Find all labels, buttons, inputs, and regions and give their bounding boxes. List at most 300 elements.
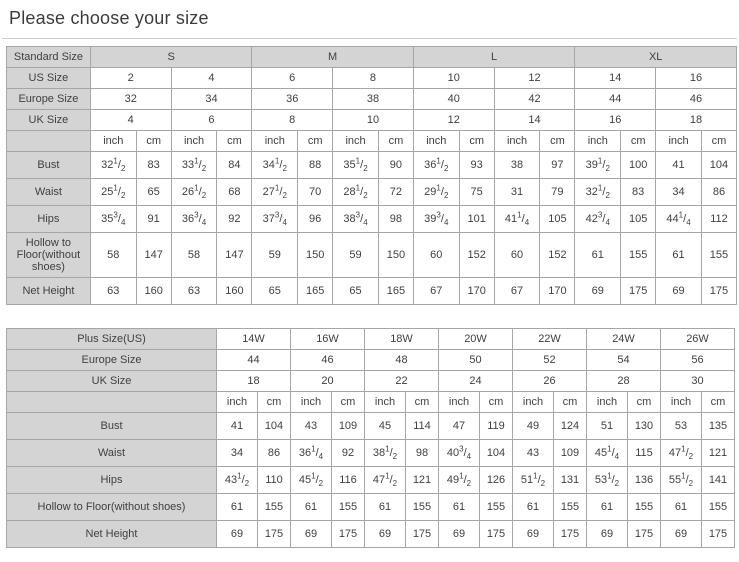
fraction-numerator: 1	[681, 471, 686, 481]
measurement-cell: $42^3/_4$	[575, 206, 621, 233]
measurement-cell: $27^1/_2$	[252, 179, 298, 206]
size-value-cell: 12	[494, 68, 575, 89]
measurement-cell: 170	[540, 278, 575, 305]
size-value-cell: 56	[661, 350, 735, 371]
row-label: UK Size	[7, 371, 217, 392]
measurement-row	[7, 521, 735, 548]
fraction-denominator: 4	[605, 218, 610, 228]
measurement-cell: 92	[217, 206, 252, 233]
measurement-cell: 69	[513, 521, 554, 548]
measurement-cell: 41	[656, 152, 702, 179]
size-value-cell: 4	[90, 110, 171, 131]
fraction-denominator: 4	[614, 452, 620, 462]
measurement-cell: 61	[587, 494, 628, 521]
size-value-cell: 36	[252, 89, 333, 110]
size-value-cell: 6	[252, 68, 333, 89]
measurement-cell: $36^1/_2$	[413, 152, 459, 179]
measurement-cell: 110	[258, 467, 291, 494]
measurement-cell: 175	[702, 521, 735, 548]
size-value-cell: 32	[90, 89, 171, 110]
unit-cell: cm	[701, 131, 736, 152]
fraction-numerator: 1	[385, 444, 390, 454]
measurement-cell: 109	[554, 440, 587, 467]
size-value-cell: 42	[494, 89, 575, 110]
measurement-cell: $53^1/_2$	[587, 467, 628, 494]
measurement-cell: 69	[575, 278, 621, 305]
unit-cell: cm	[298, 131, 333, 152]
measurement-cell: $25^1/_2$	[90, 179, 136, 206]
measurement-cell: 155	[621, 233, 656, 278]
measurement-cell: 170	[459, 278, 494, 305]
measurement-cell: 155	[701, 233, 736, 278]
measurement-cell: 147	[217, 233, 252, 278]
measurement-cell: 49	[513, 413, 554, 440]
fraction-denominator: 4	[318, 452, 324, 462]
measurement-cell: 61	[656, 233, 702, 278]
measurement-cell: 141	[702, 467, 735, 494]
fraction-denominator: 2	[201, 164, 207, 174]
size-header-row	[7, 89, 737, 110]
measurement-cell: 119	[480, 413, 513, 440]
measurement-cell: 112	[701, 206, 736, 233]
fraction-numerator: 1	[517, 210, 522, 220]
size-value-cell: 46	[656, 89, 737, 110]
measurement-cell: $44^1/_4$	[656, 206, 702, 233]
unit-row	[7, 392, 735, 413]
measurement-cell: 84	[217, 152, 252, 179]
measurement-cell: 60	[494, 233, 540, 278]
fraction-denominator: 4	[120, 218, 126, 228]
measurement-cell: 115	[628, 440, 661, 467]
measurement-cell: $38^3/_4$	[333, 206, 379, 233]
standard-size-table	[6, 46, 737, 305]
fraction-denominator: 2	[605, 191, 610, 201]
fraction-denominator: 2	[363, 164, 368, 174]
measurement-cell: 121	[406, 467, 439, 494]
measurement-cell: 69	[365, 521, 406, 548]
size-value-cell: 34	[171, 89, 252, 110]
measurement-cell: 98	[406, 440, 439, 467]
measurement-cell: 92	[332, 440, 365, 467]
measurement-cell: $37^3/_4$	[252, 206, 298, 233]
size-value-cell: 14W	[217, 329, 291, 350]
fraction-numerator: 1	[113, 156, 118, 166]
fraction-denominator: 4	[686, 218, 691, 228]
measurement-cell: 41	[217, 413, 258, 440]
measurement-cell: 61	[575, 233, 621, 278]
row-label: Net Height	[7, 278, 91, 305]
row-label: Europe Size	[7, 350, 217, 371]
measurement-cell: $39^1/_2$	[575, 152, 621, 179]
fraction-denominator: 4	[524, 218, 530, 228]
measurement-cell: $28^1/_2$	[333, 179, 379, 206]
measurement-row	[7, 206, 737, 233]
measurement-cell: 69	[217, 521, 258, 548]
measurement-cell: $47^1/_2$	[365, 467, 406, 494]
measurement-cell: 68	[217, 179, 252, 206]
row-label	[7, 392, 217, 413]
fraction-numerator: 1	[607, 444, 612, 454]
measurement-cell: 69	[439, 521, 480, 548]
measurement-cell: 67	[413, 278, 459, 305]
measurement-cell: $34^1/_2$	[252, 152, 298, 179]
measurement-cell: 34	[217, 440, 258, 467]
measurement-cell: 69	[587, 521, 628, 548]
fraction-denominator: 2	[443, 164, 449, 174]
measurement-cell: 116	[332, 467, 365, 494]
measurement-cell: 130	[628, 413, 661, 440]
measurement-cell: 150	[378, 233, 413, 278]
measurement-row	[7, 413, 735, 440]
fraction-numerator: 3	[355, 210, 361, 220]
size-value-cell: L	[413, 47, 575, 68]
measurement-cell: 65	[252, 278, 298, 305]
fraction-denominator: 2	[363, 191, 368, 201]
row-label: Hips	[7, 467, 217, 494]
unit-cell: inch	[171, 131, 217, 152]
measurement-cell: 61	[439, 494, 480, 521]
fraction-numerator: 1	[436, 156, 441, 166]
measurement-cell: 175	[406, 521, 439, 548]
row-label: Net Height	[7, 521, 217, 548]
measurement-cell: 104	[258, 413, 291, 440]
measurement-cell: 65	[333, 278, 379, 305]
measurement-cell: 165	[378, 278, 413, 305]
size-header-row	[7, 329, 735, 350]
fraction-denominator: 2	[201, 191, 207, 201]
unit-cell: cm	[136, 131, 171, 152]
fraction-denominator: 2	[443, 191, 449, 201]
measurement-cell: 101	[459, 206, 494, 233]
measurement-cell: 104	[701, 152, 736, 179]
measurement-cell: $36^3/_4$	[171, 206, 217, 233]
measurement-cell: 97	[540, 152, 575, 179]
size-value-cell: 18	[217, 371, 291, 392]
size-value-cell: 14	[494, 110, 575, 131]
size-value-cell: 16	[575, 110, 656, 131]
row-label: Bust	[7, 413, 217, 440]
measurement-cell: 34	[656, 179, 702, 206]
row-label: US Size	[7, 68, 91, 89]
size-value-cell: 20W	[439, 329, 513, 350]
measurement-cell: 96	[298, 206, 333, 233]
measurement-cell: 31	[494, 179, 540, 206]
size-value-cell: 38	[333, 89, 414, 110]
measurement-cell: 86	[701, 179, 736, 206]
measurement-cell: 59	[252, 233, 298, 278]
measurement-row	[7, 278, 737, 305]
size-header-row	[7, 350, 735, 371]
size-value-cell: 50	[439, 350, 513, 371]
measurement-cell: 98	[378, 206, 413, 233]
measurement-cell: 152	[459, 233, 494, 278]
unit-cell: inch	[252, 131, 298, 152]
unit-cell: cm	[540, 131, 575, 152]
measurement-cell: 175	[628, 521, 661, 548]
measurement-cell: 126	[480, 467, 513, 494]
measurement-cell: 53	[661, 413, 702, 440]
size-value-cell: 44	[575, 89, 656, 110]
measurement-cell: 147	[136, 233, 171, 278]
size-value-cell: 20	[291, 371, 365, 392]
row-label: Waist	[7, 179, 91, 206]
measurement-cell: $45^1/_2$	[291, 467, 332, 494]
measurement-cell: 60	[413, 233, 459, 278]
size-value-cell: 4	[171, 68, 252, 89]
measurement-cell: 109	[332, 413, 365, 440]
unit-cell: cm	[702, 392, 735, 413]
fraction-denominator: 4	[443, 218, 449, 228]
fraction-denominator: 4	[201, 218, 207, 228]
size-value-cell: 10	[413, 68, 494, 89]
measurement-cell: $49^1/_2$	[439, 467, 480, 494]
measurement-cell: 61	[661, 494, 702, 521]
measurement-cell: 61	[513, 494, 554, 521]
fraction-numerator: 1	[274, 183, 280, 193]
size-value-cell: 52	[513, 350, 587, 371]
size-value-cell: 24	[439, 371, 513, 392]
measurement-cell: 65	[136, 179, 171, 206]
measurement-cell: $47^1/_2$	[661, 440, 702, 467]
fraction-numerator: 1	[678, 210, 684, 220]
fraction-numerator: 1	[436, 183, 441, 193]
unit-cell: cm	[332, 392, 365, 413]
measurement-cell: $51^1/_2$	[513, 467, 554, 494]
measurement-cell: 90	[378, 152, 413, 179]
measurement-cell: 93	[459, 152, 494, 179]
measurement-row	[7, 440, 735, 467]
fraction-numerator: 1	[355, 156, 361, 166]
fraction-denominator: 4	[363, 218, 368, 228]
measurement-row	[7, 467, 735, 494]
measurement-cell: 63	[171, 278, 217, 305]
size-value-cell: 8	[252, 110, 333, 131]
size-value-cell: 40	[413, 89, 494, 110]
fraction-numerator: 1	[274, 156, 280, 166]
row-label: Hips	[7, 206, 91, 233]
measurement-cell: 83	[136, 152, 171, 179]
size-value-cell: 18W	[365, 329, 439, 350]
measurement-cell: 175	[554, 521, 587, 548]
measurement-cell: 155	[554, 494, 587, 521]
size-value-cell: 2	[90, 68, 171, 89]
unit-cell: cm	[621, 131, 656, 152]
size-value-cell: 10	[333, 110, 414, 131]
fraction-denominator: 2	[282, 164, 287, 174]
row-label: Standard Size	[7, 47, 91, 68]
unit-cell: cm	[217, 131, 252, 152]
unit-cell: cm	[628, 392, 661, 413]
unit-cell: inch	[439, 392, 480, 413]
fraction-numerator: 1	[355, 183, 361, 193]
measurement-row	[7, 494, 735, 521]
measurement-cell: 121	[702, 440, 735, 467]
fraction-denominator: 2	[282, 191, 287, 201]
size-value-cell: 12	[413, 110, 494, 131]
measurement-cell: 69	[661, 521, 702, 548]
plus-size-table	[6, 328, 735, 548]
size-value-cell: M	[252, 47, 414, 68]
fraction-numerator: 1	[681, 444, 686, 454]
measurement-cell: 43	[513, 440, 554, 467]
measurement-cell: 104	[480, 440, 513, 467]
unit-cell: cm	[480, 392, 513, 413]
size-value-cell: 46	[291, 350, 365, 371]
row-label: Bust	[7, 152, 91, 179]
measurement-cell: 58	[171, 233, 217, 278]
measurement-cell: 160	[217, 278, 252, 305]
fraction-numerator: 1	[533, 471, 538, 481]
measurement-cell: 63	[90, 278, 136, 305]
size-header-row	[7, 371, 735, 392]
size-value-cell: 8	[333, 68, 414, 89]
measurement-cell: $36^1/_4$	[291, 440, 332, 467]
measurement-cell: 165	[298, 278, 333, 305]
row-label: Plus Size(US)	[7, 329, 217, 350]
row-label: UK Size	[7, 110, 91, 131]
measurement-cell: 70	[298, 179, 333, 206]
fraction-numerator: 1	[311, 471, 316, 481]
measurement-cell: 114	[406, 413, 439, 440]
size-value-cell: 18	[656, 110, 737, 131]
fraction-denominator: 2	[318, 479, 324, 489]
size-value-cell: 24W	[587, 329, 661, 350]
size-value-cell: 14	[575, 68, 656, 89]
unit-cell: cm	[406, 392, 439, 413]
measurement-cell: 51	[587, 413, 628, 440]
measurement-cell: $39^3/_4$	[413, 206, 459, 233]
measurement-cell: 155	[702, 494, 735, 521]
fraction-denominator: 2	[466, 479, 472, 489]
measurement-cell: $41^1/_4$	[494, 206, 540, 233]
size-value-cell: 44	[217, 350, 291, 371]
measurement-cell: 67	[494, 278, 540, 305]
unit-cell: inch	[413, 131, 459, 152]
fraction-denominator: 2	[614, 479, 620, 489]
measurement-cell: $29^1/_2$	[413, 179, 459, 206]
row-label: Europe Size	[7, 89, 91, 110]
measurement-cell: 43	[291, 413, 332, 440]
unit-cell: inch	[661, 392, 702, 413]
measurement-cell: 150	[298, 233, 333, 278]
measurement-cell: $45^1/_4$	[587, 440, 628, 467]
fraction-denominator: 2	[688, 452, 694, 462]
measurement-cell: 61	[365, 494, 406, 521]
size-value-cell: 48	[365, 350, 439, 371]
measurement-row	[7, 179, 737, 206]
size-value-cell: 26W	[661, 329, 735, 350]
measurement-cell: 45	[365, 413, 406, 440]
measurement-cell: 75	[459, 179, 494, 206]
size-value-cell: XL	[575, 47, 737, 68]
unit-cell: inch	[217, 392, 258, 413]
measurement-cell: 105	[540, 206, 575, 233]
fraction-numerator: 1	[237, 471, 242, 481]
measurement-cell: 79	[540, 179, 575, 206]
measurement-cell: 61	[291, 494, 332, 521]
fraction-numerator: 1	[311, 444, 316, 454]
fraction-numerator: 1	[194, 156, 199, 166]
fraction-numerator: 1	[607, 471, 612, 481]
fraction-numerator: 1	[597, 156, 603, 166]
row-label: Hollow to Floor(without shoes)	[7, 233, 91, 278]
measurement-cell: $35^1/_2$	[333, 152, 379, 179]
measurement-cell: 124	[554, 413, 587, 440]
fraction-numerator: 3	[436, 210, 441, 220]
size-value-cell: 22	[365, 371, 439, 392]
size-value-cell: S	[90, 47, 252, 68]
unit-row	[7, 131, 737, 152]
measurement-cell: $38^1/_2$	[365, 440, 406, 467]
unit-cell: cm	[378, 131, 413, 152]
page-title: Please choose your size	[9, 8, 209, 28]
title-divider	[2, 38, 737, 39]
measurement-cell: 175	[701, 278, 736, 305]
size-header-row	[7, 68, 737, 89]
fraction-denominator: 2	[244, 479, 250, 489]
fraction-numerator: 3	[459, 444, 464, 454]
measurement-cell: 100	[621, 152, 656, 179]
measurement-cell: 160	[136, 278, 171, 305]
measurement-cell: 135	[702, 413, 735, 440]
row-label: Waist	[7, 440, 217, 467]
fraction-numerator: 1	[459, 471, 464, 481]
fraction-denominator: 2	[120, 191, 126, 201]
measurement-cell: $33^1/_2$	[171, 152, 217, 179]
unit-cell: cm	[554, 392, 587, 413]
size-value-cell: 54	[587, 350, 661, 371]
fraction-numerator: 1	[113, 183, 118, 193]
measurement-cell: 83	[621, 179, 656, 206]
unit-cell: inch	[333, 131, 379, 152]
fraction-numerator: 3	[194, 210, 199, 220]
measurement-cell: 59	[333, 233, 379, 278]
measurement-cell: 91	[136, 206, 171, 233]
measurement-cell: 152	[540, 233, 575, 278]
measurement-cell: 155	[628, 494, 661, 521]
fraction-numerator: 3	[113, 210, 118, 220]
unit-cell: inch	[575, 131, 621, 152]
measurement-cell: $32^1/_2$	[90, 152, 136, 179]
fraction-numerator: 3	[597, 210, 603, 220]
measurement-cell: 58	[90, 233, 136, 278]
size-value-cell: 16W	[291, 329, 365, 350]
measurement-row	[7, 233, 737, 278]
measurement-cell: $32^1/_2$	[575, 179, 621, 206]
measurement-cell: 105	[621, 206, 656, 233]
measurement-cell: 175	[332, 521, 365, 548]
measurement-cell: 61	[217, 494, 258, 521]
measurement-cell: $40^3/_4$	[439, 440, 480, 467]
fraction-numerator: 1	[385, 471, 390, 481]
fraction-denominator: 2	[392, 452, 398, 462]
measurement-cell: $26^1/_2$	[171, 179, 217, 206]
measurement-cell: 72	[378, 179, 413, 206]
unit-cell: inch	[513, 392, 554, 413]
fraction-numerator: 1	[194, 183, 199, 193]
measurement-cell: 155	[258, 494, 291, 521]
measurement-cell: 155	[406, 494, 439, 521]
unit-cell: inch	[90, 131, 136, 152]
measurement-cell: 47	[439, 413, 480, 440]
measurement-cell: 69	[656, 278, 702, 305]
unit-cell: inch	[494, 131, 540, 152]
measurement-cell: 131	[554, 467, 587, 494]
fraction-denominator: 2	[605, 164, 610, 174]
measurement-cell: 88	[298, 152, 333, 179]
size-header-row	[7, 47, 737, 68]
measurement-cell: 136	[628, 467, 661, 494]
